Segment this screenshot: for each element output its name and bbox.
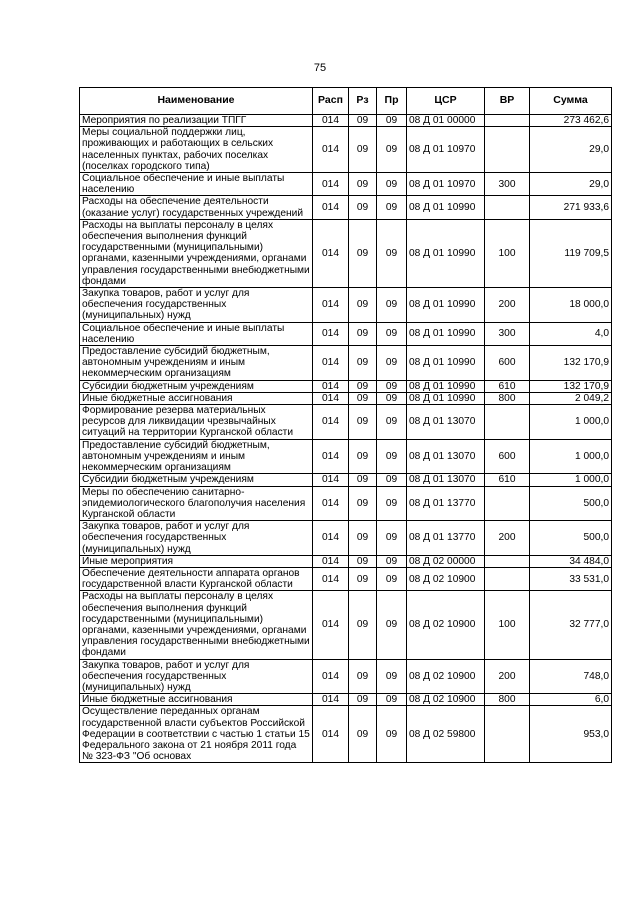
row-csr: 08 Д 01 13070 <box>407 405 485 440</box>
row-name: Мероприятия по реализации ТПГГ <box>80 115 313 127</box>
row-pr: 09 <box>377 288 407 323</box>
row-name: Социальное обеспечение и иные выплаты населению <box>80 322 313 345</box>
table-row <box>80 694 612 706</box>
row-pr: 09 <box>377 659 407 694</box>
row-vr <box>485 405 530 440</box>
row-name: Социальное обеспечение и иные выплаты населению <box>80 173 313 196</box>
header-name: Наименование <box>80 88 313 115</box>
row-sum: 132 170,9 <box>530 346 612 381</box>
row-rz: 09 <box>349 346 377 381</box>
row-rasp: 014 <box>313 405 349 440</box>
row-name: Предоставление субсидий бюджетным, автономным учреждениям и иным некоммерческим организациям <box>80 346 313 381</box>
row-rasp: 014 <box>313 439 349 474</box>
row-pr: 09 <box>377 591 407 659</box>
row-csr: 08 Д 01 13070 <box>407 474 485 486</box>
row-rasp: 014 <box>313 521 349 556</box>
table-row <box>80 219 612 287</box>
table-row <box>80 322 612 345</box>
row-pr: 09 <box>377 127 407 173</box>
row-rz: 09 <box>349 521 377 556</box>
row-sum: 500,0 <box>530 486 612 521</box>
row-csr: 08 Д 01 13770 <box>407 486 485 521</box>
row-rasp: 014 <box>313 115 349 127</box>
row-sum: 32 777,0 <box>530 591 612 659</box>
row-rasp: 014 <box>313 392 349 404</box>
row-pr: 09 <box>377 521 407 556</box>
row-pr: 09 <box>377 474 407 486</box>
row-rasp: 014 <box>313 706 349 763</box>
row-rasp: 014 <box>313 474 349 486</box>
row-pr: 09 <box>377 555 407 567</box>
page-number: 75 <box>313 62 327 74</box>
row-vr <box>485 115 530 127</box>
row-rz: 09 <box>349 115 377 127</box>
row-csr: 08 Д 01 10990 <box>407 322 485 345</box>
row-sum: 33 531,0 <box>530 567 612 590</box>
row-vr: 300 <box>485 322 530 345</box>
row-rasp: 014 <box>313 694 349 706</box>
header-rasp: Расп <box>313 88 349 115</box>
row-rasp: 014 <box>313 322 349 345</box>
row-sum: 119 709,5 <box>530 219 612 287</box>
row-rz: 09 <box>349 127 377 173</box>
row-pr: 09 <box>377 706 407 763</box>
row-rasp: 014 <box>313 346 349 381</box>
row-pr: 09 <box>377 392 407 404</box>
row-vr <box>485 567 530 590</box>
row-name: Закупка товаров, работ и услуг для обеспечения государственных (муниципальных) нужд <box>80 288 313 323</box>
row-sum: 18 000,0 <box>530 288 612 323</box>
row-name: Обеспечение деятельности аппарата органов государственной власти Курганской области <box>80 567 313 590</box>
row-sum: 273 462,6 <box>530 115 612 127</box>
row-vr: 200 <box>485 288 530 323</box>
row-vr: 200 <box>485 521 530 556</box>
table-row <box>80 486 612 521</box>
row-csr: 08 Д 02 59800 <box>407 706 485 763</box>
header-rz: Рз <box>349 88 377 115</box>
table-row <box>80 346 612 381</box>
row-csr: 08 Д 02 10900 <box>407 567 485 590</box>
row-rasp: 014 <box>313 555 349 567</box>
row-rz: 09 <box>349 659 377 694</box>
row-csr: 08 Д 01 10990 <box>407 196 485 219</box>
row-csr: 08 Д 01 10990 <box>407 288 485 323</box>
row-sum: 34 484,0 <box>530 555 612 567</box>
row-name: Расходы на обеспечение деятельности (оказание услуг) государственных учреждений <box>80 196 313 219</box>
row-sum: 1 000,0 <box>530 474 612 486</box>
header-vr: ВР <box>485 88 530 115</box>
table-row <box>80 555 612 567</box>
row-vr: 100 <box>485 591 530 659</box>
row-rz: 09 <box>349 405 377 440</box>
row-sum: 29,0 <box>530 127 612 173</box>
row-csr: 08 Д 01 10990 <box>407 346 485 381</box>
row-rz: 09 <box>349 196 377 219</box>
row-pr: 09 <box>377 115 407 127</box>
table-row <box>80 173 612 196</box>
row-csr: 08 Д 01 10970 <box>407 173 485 196</box>
row-sum: 1 000,0 <box>530 405 612 440</box>
row-csr: 08 Д 01 10990 <box>407 380 485 392</box>
row-vr <box>485 486 530 521</box>
row-csr: 08 Д 01 00000 <box>407 115 485 127</box>
table-row <box>80 439 612 474</box>
row-rz: 09 <box>349 288 377 323</box>
row-rz: 09 <box>349 380 377 392</box>
row-vr: 610 <box>485 380 530 392</box>
row-name: Меры по обеспечению санитарно-эпидемиологического благополучия населения Курганской области <box>80 486 313 521</box>
row-csr: 08 Д 01 13770 <box>407 521 485 556</box>
table-row <box>80 567 612 590</box>
row-sum: 4,0 <box>530 322 612 345</box>
table-row <box>80 127 612 173</box>
row-rz: 09 <box>349 219 377 287</box>
row-sum: 2 049,2 <box>530 392 612 404</box>
row-pr: 09 <box>377 196 407 219</box>
row-vr: 600 <box>485 346 530 381</box>
row-name: Закупка товаров, работ и услуг для обеспечения государственных (муниципальных) нужд <box>80 659 313 694</box>
row-vr: 800 <box>485 694 530 706</box>
row-rz: 09 <box>349 591 377 659</box>
row-csr: 08 Д 01 10990 <box>407 392 485 404</box>
row-rasp: 014 <box>313 486 349 521</box>
row-rz: 09 <box>349 486 377 521</box>
row-rz: 09 <box>349 474 377 486</box>
header-csr: ЦСР <box>407 88 485 115</box>
table-row <box>80 288 612 323</box>
row-csr: 08 Д 01 10970 <box>407 127 485 173</box>
table-row <box>80 196 612 219</box>
row-rz: 09 <box>349 439 377 474</box>
table-row <box>80 392 612 404</box>
header-sum: Сумма <box>530 88 612 115</box>
row-name: Предоставление субсидий бюджетным, автономным учреждениям и иным некоммерческим организациям <box>80 439 313 474</box>
row-pr: 09 <box>377 405 407 440</box>
row-sum: 1 000,0 <box>530 439 612 474</box>
row-name: Расходы на выплаты персоналу в целях обеспечения выполнения функций государственными (муниципальными) органами, казенными учреждениями, органами управления государственными внебюджетными фондами <box>80 591 313 659</box>
row-vr <box>485 127 530 173</box>
row-vr: 610 <box>485 474 530 486</box>
row-pr: 09 <box>377 694 407 706</box>
row-name: Расходы на выплаты персоналу в целях обеспечения выполнения функций государственными (муниципальными) органами, казенными учреждениями, органами управления государственными внебюджетными фондами <box>80 219 313 287</box>
row-vr: 200 <box>485 659 530 694</box>
row-pr: 09 <box>377 219 407 287</box>
table-header-row <box>80 88 612 115</box>
row-rasp: 014 <box>313 380 349 392</box>
table-row <box>80 706 612 763</box>
row-pr: 09 <box>377 380 407 392</box>
row-rasp: 014 <box>313 288 349 323</box>
row-name: Иные мероприятия <box>80 555 313 567</box>
row-sum: 271 933,6 <box>530 196 612 219</box>
row-rasp: 014 <box>313 173 349 196</box>
row-name: Субсидии бюджетным учреждениям <box>80 380 313 392</box>
row-sum: 132 170,9 <box>530 380 612 392</box>
row-vr: 600 <box>485 439 530 474</box>
row-rz: 09 <box>349 322 377 345</box>
row-vr <box>485 196 530 219</box>
row-rasp: 014 <box>313 219 349 287</box>
row-name: Иные бюджетные ассигнования <box>80 392 313 404</box>
row-name: Меры социальной поддержки лиц, проживающих и работающих в сельских населенных пунктах, рабочих поселках (поселках городского типа) <box>80 127 313 173</box>
row-csr: 08 Д 02 00000 <box>407 555 485 567</box>
row-rz: 09 <box>349 173 377 196</box>
row-name: Закупка товаров, работ и услуг для обеспечения государственных (муниципальных) нужд <box>80 521 313 556</box>
row-vr: 100 <box>485 219 530 287</box>
row-name: Осуществление переданных органам государственной власти субъектов Российской Федерации в соответствии с частью 1 статьи 15 Федерального закона от 21 ноября 2011 года № 323-ФЗ "Об основах <box>80 706 313 763</box>
table-row <box>80 405 612 440</box>
row-sum: 953,0 <box>530 706 612 763</box>
budget-table <box>79 87 612 763</box>
table-row <box>80 521 612 556</box>
table-row <box>80 474 612 486</box>
row-vr: 800 <box>485 392 530 404</box>
row-rasp: 014 <box>313 659 349 694</box>
row-rz: 09 <box>349 706 377 763</box>
row-sum: 500,0 <box>530 521 612 556</box>
row-pr: 09 <box>377 486 407 521</box>
table-row <box>80 115 612 127</box>
row-pr: 09 <box>377 322 407 345</box>
row-pr: 09 <box>377 567 407 590</box>
table-row <box>80 659 612 694</box>
row-rasp: 014 <box>313 567 349 590</box>
row-csr: 08 Д 02 10900 <box>407 659 485 694</box>
row-rz: 09 <box>349 555 377 567</box>
row-vr <box>485 706 530 763</box>
row-csr: 08 Д 01 10990 <box>407 219 485 287</box>
row-rz: 09 <box>349 694 377 706</box>
row-rasp: 014 <box>313 591 349 659</box>
table-body <box>80 115 612 763</box>
row-sum: 748,0 <box>530 659 612 694</box>
row-csr: 08 Д 02 10900 <box>407 591 485 659</box>
row-name: Субсидии бюджетным учреждениям <box>80 474 313 486</box>
row-pr: 09 <box>377 173 407 196</box>
table-row <box>80 591 612 659</box>
row-pr: 09 <box>377 346 407 381</box>
row-sum: 29,0 <box>530 173 612 196</box>
row-rz: 09 <box>349 567 377 590</box>
row-name: Иные бюджетные ассигнования <box>80 694 313 706</box>
row-pr: 09 <box>377 439 407 474</box>
row-name: Формирование резерва материальных ресурсов для ликвидации чрезвычайных ситуаций на территории Курганской области <box>80 405 313 440</box>
row-rz: 09 <box>349 392 377 404</box>
row-sum: 6,0 <box>530 694 612 706</box>
row-vr: 300 <box>485 173 530 196</box>
row-csr: 08 Д 02 10900 <box>407 694 485 706</box>
row-vr <box>485 555 530 567</box>
row-rasp: 014 <box>313 196 349 219</box>
header-pr: Пр <box>377 88 407 115</box>
row-csr: 08 Д 01 13070 <box>407 439 485 474</box>
row-rasp: 014 <box>313 127 349 173</box>
table-row <box>80 380 612 392</box>
